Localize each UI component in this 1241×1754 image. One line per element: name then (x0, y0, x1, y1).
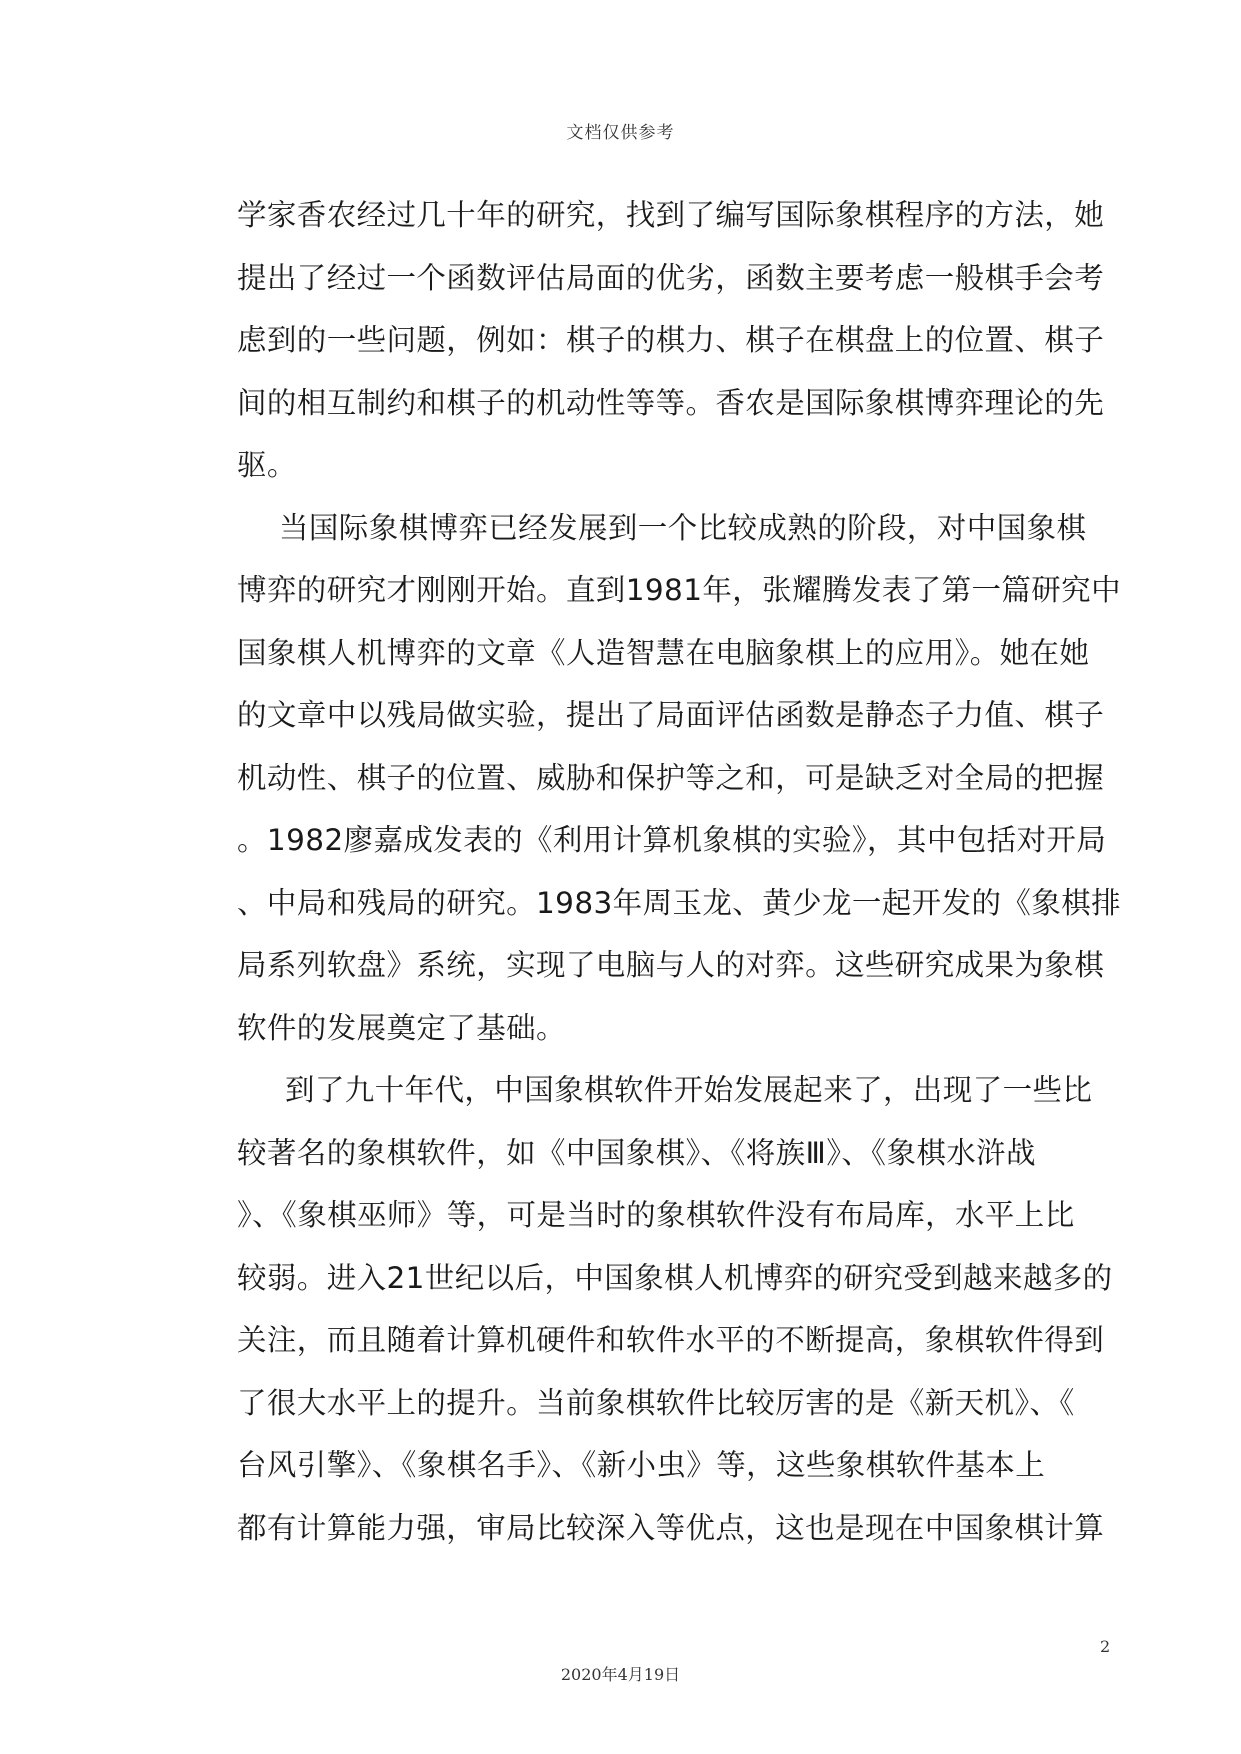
text-line: 国象棋人机博弈的文章《人造智慧在电脑象棋上的应用》。她在她 (237, 635, 1090, 670)
text-line: 学家香农经过几十年的研究，找到了编写国际象棋程序的方法，她 (237, 198, 1105, 232)
text-line: 。1982廖嘉成发表的《利用计算机象棋的实验》，其中包括对开局 (237, 823, 1107, 857)
text-line: 机动性、棋子的位置、威胁和保护等之和，可是缺乏对全局的把握 (237, 760, 1105, 795)
text-line: 的文章中以残局做实验，提出了局面评估函数是静态子力值、棋子 (237, 698, 1105, 732)
text-line: 间的相互制约和棋子的机动性等等。香农是国际象棋博弈理论的先 (237, 385, 1105, 420)
text-line: 台风引擎》、《象棋名手》、《新小虫》等，这些象棋软件基本上 (237, 1448, 1046, 1482)
text-line: 较著名的象棋软件，如《中国象棋》、《将族Ⅲ》、《象棋水浒战 (237, 1135, 1036, 1170)
text-line: 》、《象棋巫师》等，可是当时的象棋软件没有布局库，水平上比 (237, 1198, 1075, 1232)
text-line: 了很大水平上的提升。当前象棋软件比较厉害的是《新天机》、《 (237, 1385, 1075, 1420)
paragraph-start-line: 到了九十年代，中国象棋软件开始发展起来了，出现了一些比 (285, 1073, 1093, 1107)
text-line: 驱。 (237, 448, 297, 482)
text-line: 较弱。进入21世纪以后，中国象棋人机博弈的研究受到越来越多的 (237, 1260, 1113, 1295)
document-body (237, 184, 1121, 1559)
text-line: 虑到的一些问题，例如：棋子的棋力、棋子在棋盘上的位置、棋子 (237, 323, 1105, 357)
text-line: 提出了经过一个函数评估局面的优劣，函数主要考虑一般棋手会考 (237, 260, 1105, 295)
page-header: 文档仅供参考 (566, 123, 675, 143)
text-line: 、中局和残局的研究。1983年周玉龙、黄少龙一起开发的《象棋排 (237, 885, 1121, 920)
page-number: 2 (1100, 1637, 1111, 1656)
paragraph-start-line: 当国际象棋博弈已经发展到一个比较成熟的阶段，对中国象棋 (279, 510, 1087, 545)
text-line: 都有计算能力强，审局比较深入等优点，这也是现在中国象棋计算 (237, 1510, 1105, 1545)
text-line: 局系列软盘》系统，实现了电脑与人的对弈。这些研究成果为象棋 (237, 948, 1105, 982)
text-line: 关注，而且随着计算机硬件和软件水平的不断提高，象棋软件得到 (237, 1323, 1105, 1357)
page-footer-date: 2020年4月19日 (560, 1665, 681, 1684)
text-line: 博弈的研究才刚刚开始。直到1981年，张耀腾发表了第一篇研究中 (237, 573, 1121, 607)
text-line: 软件的发展奠定了基础。 (237, 1010, 566, 1045)
